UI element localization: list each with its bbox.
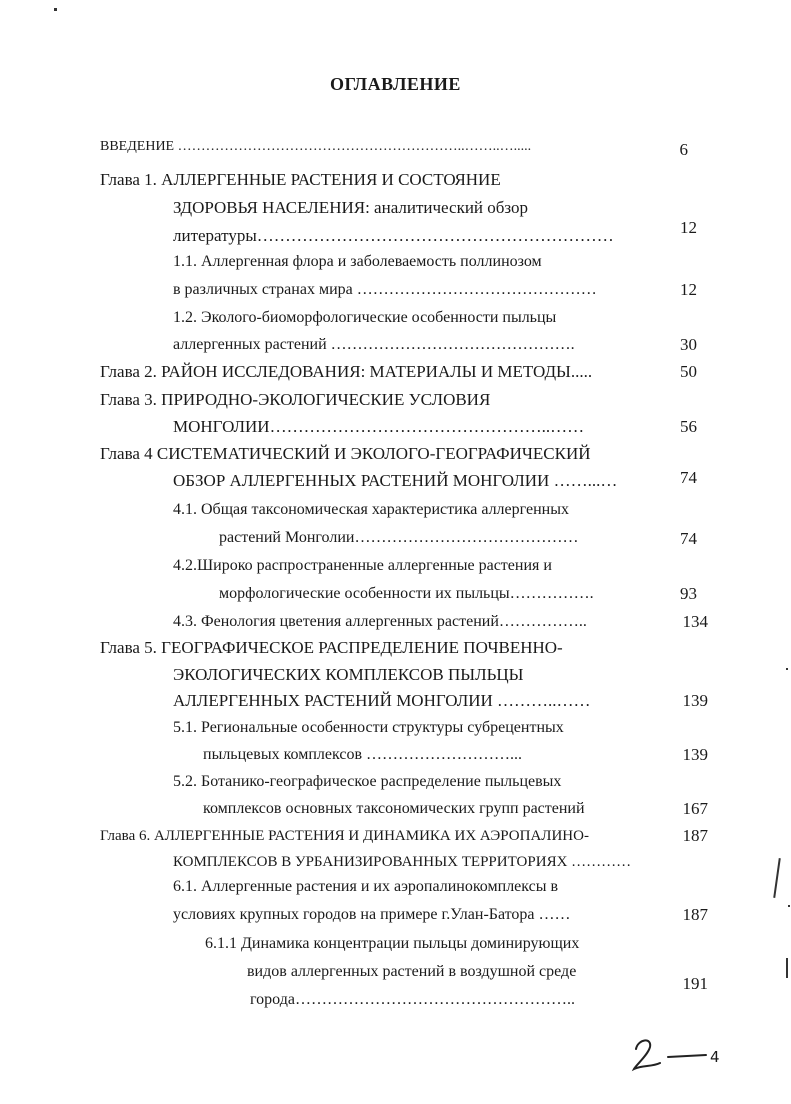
page-ref: 50: [680, 362, 697, 381]
toc-line: 5.2. Ботанико-географическое распределение пыльцевых: [173, 773, 562, 790]
page-ref: 12: [680, 218, 697, 237]
page-ref: 12: [680, 280, 697, 299]
toc-line: Глава 5. ГЕОГРАФИЧЕСКОЕ РАСПРЕДЕЛЕНИЕ ПОЧВЕННО-: [100, 638, 563, 657]
page-ref: 56: [680, 417, 697, 436]
toc-line: Глава 3. ПРИРОДНО-ЭКОЛОГИЧЕСКИЕ УСЛОВИЯ: [100, 390, 491, 409]
page-ref: 167: [682, 799, 708, 818]
page-ref: 139: [682, 745, 708, 764]
toc-line: 6.1.1 Динамика концентрации пыльцы доминирующих: [205, 935, 580, 952]
page-ref: 6: [679, 140, 688, 159]
toc-line: ОБЗОР АЛЛЕРГЕННЫХ РАСТЕНИЙ МОНГОЛИИ ……...…: [173, 471, 618, 490]
toc-line: условиях крупных городов на примере г.Улан-Батора ……: [173, 906, 571, 923]
scan-mark: [773, 858, 781, 898]
toc-line: АЛЛЕРГЕННЫХ РАСТЕНИЙ МОНГОЛИИ ………..……: [173, 691, 591, 710]
page-title: ОГЛАВЛЕНИЕ: [330, 74, 461, 94]
toc-line: растений Монголии……………………………………: [219, 529, 579, 546]
toc-line: 1.2. Эколого-биоморфологические особенности пыльцы: [173, 309, 557, 326]
page-ref: 187: [682, 826, 708, 845]
toc-line: литературы………………………………………………………: [173, 226, 614, 245]
page-ref: 30: [680, 335, 697, 354]
page-ref: 191: [682, 974, 708, 993]
scan-mark: [786, 668, 788, 670]
toc-line: КОМПЛЕКСОВ В УРБАНИЗИРОВАННЫХ ТЕРРИТОРИЯХ …………: [173, 854, 632, 870]
page-ref: 187: [682, 905, 708, 924]
toc-line: Глава 4 СИСТЕМАТИЧЕСКИЙ И ЭКОЛОГО-ГЕОГРАФИЧЕСКИЙ: [100, 444, 591, 463]
toc-line: ЭКОЛОГИЧЕСКИХ КОМПЛЕКСОВ ПЫЛЬЦЫ: [173, 665, 524, 684]
page-ref: 134: [682, 612, 708, 631]
toc-line: 6.1. Аллергенные растения и их аэропалинокомплексы в: [173, 878, 559, 895]
page-ref: 74: [680, 468, 697, 487]
toc-line: 5.1. Региональные особенности структуры субрецентных: [173, 719, 564, 736]
toc-line: ВВЕДЕНИЕ ……………………………………………………..……..….....: [100, 139, 532, 154]
toc-line: аллергенных растений ……………………………………….: [173, 336, 575, 353]
scan-mark: [786, 958, 788, 978]
toc-line: комплексов основных таксономических групп растений: [203, 800, 585, 817]
scan-mark: [54, 8, 57, 11]
scan-mark: [788, 905, 790, 907]
toc-line: ЗДОРОВЬЯ НАСЕЛЕНИЯ: аналитический обзор: [173, 198, 529, 217]
toc-line: морфологические особенности их пыльцы…………….: [219, 585, 594, 602]
toc-line: 1.1. Аллергенная флора и заболеваемость поллинозом: [173, 253, 542, 270]
toc-line: в различных странах мира ………………………………………: [173, 281, 597, 298]
toc-line: видов аллергенных растений в воздушной среде: [247, 963, 577, 980]
page-ref: 93: [680, 584, 697, 603]
toc-line: Глава 2. РАЙОН ИССЛЕДОВАНИЯ: МАТЕРИАЛЫ И МЕТОДЫ.....: [100, 362, 593, 381]
toc-line: МОНГОЛИИ…………………………………………..……: [173, 417, 585, 436]
toc-line: 4.2.Широко распространенные аллергенные растения и: [173, 557, 552, 574]
toc-line: Глава 6. АЛЛЕРГЕННЫЕ РАСТЕНИЯ И ДИНАМИКА ИХ АЭРОПАЛИНО-: [100, 828, 589, 844]
toc-line: пыльцевых комплексов ………………………...: [203, 746, 523, 763]
page-ref: 139: [682, 691, 708, 710]
handwritten-mark-icon: [630, 1035, 710, 1075]
page-number: 4: [710, 1048, 720, 1066]
toc-line: города……………………………………………..: [250, 991, 575, 1008]
toc-line: 4.1. Общая таксономическая характеристика аллергенных: [173, 501, 569, 518]
page-ref: 74: [680, 529, 697, 548]
toc-line: Глава 1. АЛЛЕРГЕННЫЕ РАСТЕНИЯ И СОСТОЯНИЕ: [100, 170, 501, 189]
toc-line: 4.3. Фенология цветения аллергенных растений……………..: [173, 613, 587, 630]
